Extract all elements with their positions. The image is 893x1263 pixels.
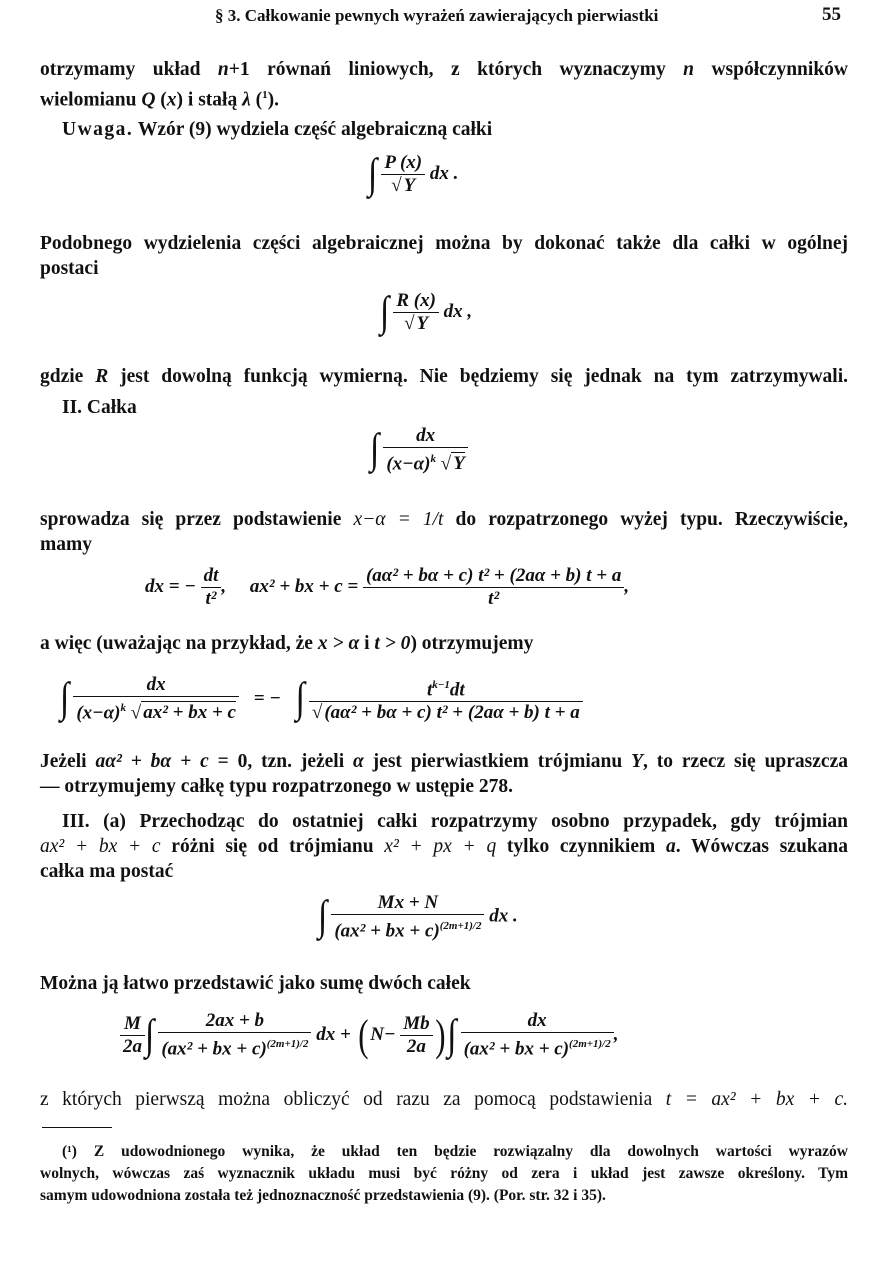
text: tylko czynnikiem <box>496 836 666 857</box>
text: z których pierwszą można obliczyć od razu za pomocą podstawienia <box>40 1089 666 1110</box>
footnote-ref[interactable]: 1 <box>262 89 268 101</box>
differential: dx . <box>429 162 459 184</box>
n-minus: N− <box>370 1023 396 1045</box>
radicand: (aα² + bα + c) t² + (2aα + b) t + a <box>324 702 580 724</box>
numerator: Mx + N <box>331 892 484 915</box>
math-var: a <box>665 836 676 857</box>
math-var: λ <box>242 89 251 111</box>
text: i <box>359 633 375 654</box>
denominator <box>309 702 583 724</box>
numerator: M <box>120 1013 145 1036</box>
paragraph-7-line-2 <box>40 835 848 859</box>
math-var: n <box>683 59 695 80</box>
numerator: (aα² + bα + c) t² + (2aα + b) t + a <box>363 565 624 588</box>
exponent: (2m+1)/2 <box>569 1038 611 1051</box>
integral-sign: ∫ <box>318 893 328 940</box>
paragraph-2-line-2: postaci <box>40 258 99 279</box>
math-var: R <box>95 366 109 387</box>
paragraph-3 <box>40 365 848 389</box>
denominator <box>461 1033 614 1060</box>
paragraph-8: Można ją łatwo przedstawić jako sumę dwóch całek <box>40 973 471 994</box>
denominator: t² <box>488 588 500 609</box>
text: Wzór (9) wydziela część algebraiczną całki <box>133 119 493 140</box>
integral-sign: ∫ <box>447 1011 457 1058</box>
numerator: Mb <box>400 1013 432 1036</box>
numerator: dx <box>461 1010 614 1033</box>
page-number: 55 <box>822 4 841 25</box>
comma: , <box>613 1023 619 1045</box>
running-title: § 3. Całkowanie pewnych wyrażeń zawierających pierwiastki <box>215 6 659 25</box>
math-var: Y <box>631 751 644 772</box>
text: Jeżeli <box>40 751 96 772</box>
paragraph-7-line-1: III. (a) Przechodząc do ostatniej całki rozpatrzymy osobno przypadek, gdy trójmian <box>62 811 848 832</box>
denominator <box>393 313 439 335</box>
middle: , ax² + bx + c = <box>221 575 359 597</box>
math-var: α <box>353 751 364 772</box>
math-var: n <box>217 59 229 80</box>
text: jest dowolną funkcją wymierną. Nie będziemy się jednak na tym zatrzymywali. <box>108 366 848 387</box>
paragraph-7-line-3: całka ma postać <box>40 861 174 882</box>
text: do rozpatrzonego wyżej typu. Rzeczywiście, <box>443 509 848 530</box>
formula-7 <box>120 1010 619 1061</box>
numerator <box>309 674 583 702</box>
dt: dt <box>449 679 465 701</box>
den-base: (ax² + bx + c) <box>463 1038 570 1060</box>
radical-icon: √ <box>391 175 402 196</box>
exponent: k−1 <box>432 679 450 691</box>
remark-line <box>62 118 848 142</box>
fraction <box>461 1010 614 1060</box>
fraction <box>383 425 467 475</box>
paragraph-4-line-2: mamy <box>40 534 92 555</box>
math-var: x <box>166 89 177 111</box>
radicand: ax² + bx + c <box>143 702 236 724</box>
section-II-heading: II. Całka <box>62 397 137 418</box>
denominator <box>73 697 239 724</box>
text: Z udowodnionego wynika, że układ ten będzie rozwiązalny dla dowolnych wartości wyrazów <box>76 1143 848 1160</box>
text: = 0, tzn. jeżeli <box>208 751 354 772</box>
paragraph-9 <box>40 1088 848 1112</box>
exponent: (2m+1)/2 <box>439 920 482 932</box>
math-inline: t = ax² + bx + c. <box>665 1089 848 1110</box>
footnote-line-2: wolnych, wówczas zaś wyznacznik układu musi być różny od zera i układ jest zawsze określony. Tym <box>40 1165 848 1182</box>
radicand: Y <box>403 175 416 196</box>
denominator: 2a <box>123 1036 142 1057</box>
text: wielomianu <box>40 89 142 111</box>
formula-6 <box>318 892 518 942</box>
middle: dx + <box>316 1023 351 1045</box>
denominator: t² <box>205 588 217 609</box>
integral-sign: ∫ <box>368 150 378 197</box>
paragraph-6-line-2: — otrzymujemy całkę typu rozpatrzonego w ustępie 278. <box>40 776 513 797</box>
fraction <box>201 565 222 610</box>
right-paren: ) <box>434 1011 446 1060</box>
radicand: Y <box>416 313 429 334</box>
text: ) otrzymujemy <box>410 633 534 654</box>
integral-sign: ∫ <box>145 1011 155 1058</box>
formula-3 <box>370 425 468 475</box>
exponent: k <box>430 453 437 465</box>
formula-4 <box>145 565 629 610</box>
radical-icon: √ <box>440 453 452 475</box>
fraction <box>309 674 583 724</box>
fraction <box>158 1010 311 1060</box>
text: a więc (uważając na przykład, że <box>40 633 318 654</box>
left-paren: ( <box>357 1011 369 1060</box>
footnote-line-1 <box>62 1142 848 1162</box>
integral-sign: ∫ <box>60 675 70 722</box>
text: współczynników <box>694 59 849 80</box>
integral-sign: ∫ <box>295 675 305 722</box>
paragraph-4-line-1 <box>40 508 848 532</box>
den-base: (x−α) <box>76 702 121 724</box>
fraction <box>363 565 624 610</box>
footnote-marker: (¹) <box>62 1143 77 1160</box>
numerator: 2ax + b <box>158 1010 311 1033</box>
den-base: (x−α) <box>386 453 431 475</box>
text: otrzymamy układ <box>40 59 218 80</box>
fraction <box>331 892 484 942</box>
paragraph-1-line-2 <box>40 83 848 113</box>
fraction <box>381 152 425 197</box>
text: , to rzecz się upraszcza <box>643 751 848 772</box>
denominator <box>331 915 484 942</box>
numerator: R (x) <box>393 290 439 313</box>
math-inline: x² + px + q <box>384 836 497 857</box>
fraction <box>400 1013 432 1058</box>
text: ) i stałą <box>176 89 243 111</box>
text: . Wówczas szukana <box>675 836 848 857</box>
numerator: dx <box>383 425 467 448</box>
text: ( <box>155 89 167 111</box>
formula-1 <box>368 152 458 197</box>
remark-label: Uwaga. <box>62 119 134 140</box>
integral-sign: ∫ <box>370 426 380 473</box>
text: gdzie <box>40 366 96 387</box>
denominator <box>158 1033 311 1060</box>
denominator: 2a <box>406 1036 426 1057</box>
differential: dx . <box>489 905 518 927</box>
paragraph-2-line-1: Podobnego wydzielenia części algebraicznej można by dokonać także dla całki w ogólnej <box>40 233 848 254</box>
paragraph-6-line-1 <box>40 750 848 774</box>
footnote-separator <box>42 1127 112 1128</box>
exponent: k <box>120 702 127 714</box>
den-base: (ax² + bx + c) <box>161 1038 267 1060</box>
radical-icon: √ <box>404 313 415 334</box>
numerator: P (x) <box>381 152 425 175</box>
paragraph-5 <box>40 632 848 656</box>
denominator <box>383 448 467 475</box>
differential: dx , <box>443 300 473 322</box>
formula-2 <box>380 290 472 335</box>
math-var: Q <box>141 89 156 111</box>
paragraph-1-line-1 <box>40 58 848 82</box>
numerator: dt <box>201 565 222 588</box>
equals-minus: = − <box>253 687 281 709</box>
integral-sign: ∫ <box>380 288 390 335</box>
formula-5 <box>60 674 583 724</box>
running-header <box>215 6 658 26</box>
exponent: (2m+1)/2 <box>266 1038 309 1051</box>
math-inline: ax² + bx + c <box>40 836 161 857</box>
lhs: dx = − <box>145 575 196 597</box>
fraction <box>393 290 439 335</box>
text: +1 równań liniowych, z których wyznaczymy <box>228 59 684 80</box>
text: ( <box>250 89 263 111</box>
radical-icon: √ <box>130 702 142 724</box>
text: jest pierwiastkiem trójmianu <box>363 751 632 772</box>
numerator: dx <box>73 674 239 697</box>
fraction <box>73 674 239 724</box>
comma: , <box>624 575 630 597</box>
denominator <box>381 175 425 197</box>
den-base: (ax² + bx + c) <box>334 920 440 942</box>
fraction <box>120 1013 145 1058</box>
radicand: Y <box>453 453 465 475</box>
radical-icon: √ <box>311 702 323 724</box>
math-inline: x > α <box>317 633 360 654</box>
text: ). <box>267 89 279 111</box>
math-inline: t > 0 <box>374 633 411 654</box>
footnote-line-3: samym udowodniona została też jednoznaczność przedstawienia (9). (Por. str. 32 i 35). <box>40 1187 606 1204</box>
math-inline: aα² + bα + c <box>95 751 209 772</box>
t: t <box>426 679 433 701</box>
text: różni się od trójmianu <box>160 836 385 857</box>
text: sprowadza się przez podstawienie <box>40 509 354 530</box>
math-inline: x−α = 1/t <box>353 509 444 530</box>
